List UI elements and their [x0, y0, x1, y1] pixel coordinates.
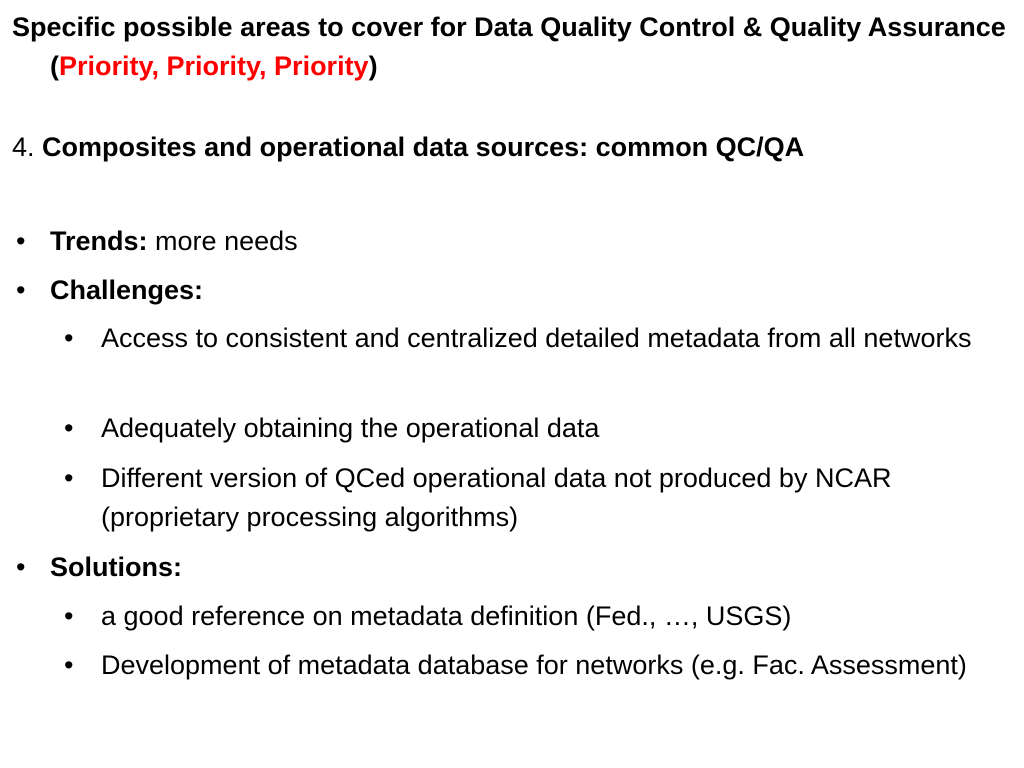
section-number: 4.: [12, 132, 35, 162]
bullet-dot: •: [64, 323, 74, 353]
solution-text: Development of metadata database for networks (e.g. Fac. Assessment): [101, 650, 967, 680]
bullet-dot: •: [64, 463, 74, 493]
trends-text: more needs: [155, 226, 298, 256]
bullet-dot: •: [64, 650, 74, 680]
challenge-item: [12, 409, 1012, 448]
challenge-text: Access to consistent and centralized detailed metadata from all networks: [101, 323, 972, 353]
title-priority-highlight: Priority, Priority, Priority: [59, 51, 369, 81]
bullet-trends: [12, 222, 1002, 261]
bullet-solutions: [12, 548, 1002, 587]
section-heading-text: Composites and operational data sources: common QC/QA: [42, 132, 805, 162]
section-heading: [12, 128, 1024, 167]
title-suffix: ): [368, 51, 378, 81]
bullet-dot: •: [64, 601, 74, 631]
challenge-text: Different version of QCed operational data not produced by NCAR (proprietary processing algorithms): [101, 463, 892, 532]
slide-title: [12, 8, 1024, 86]
challenge-item: [12, 459, 1012, 537]
title-prefix: Specific possible areas to cover for Data Quality Control & Quality Assurance (: [12, 12, 1006, 81]
bullet-dot: •: [16, 275, 26, 305]
bullet-dot: •: [16, 226, 26, 256]
trends-label: Trends:: [50, 226, 148, 256]
solution-text: a good reference on metadata definition (Fed., …, USGS): [101, 601, 792, 631]
bullet-dot: •: [64, 413, 74, 443]
challenges-label: Challenges:: [50, 275, 204, 305]
bullet-dot: •: [16, 552, 26, 582]
bullet-challenges: [12, 271, 1002, 310]
solution-item: [12, 646, 1012, 685]
solutions-label: Solutions:: [50, 552, 182, 582]
challenge-text: Adequately obtaining the operational data: [101, 413, 600, 443]
solution-item: [12, 597, 1012, 636]
challenge-item: [12, 319, 1012, 358]
